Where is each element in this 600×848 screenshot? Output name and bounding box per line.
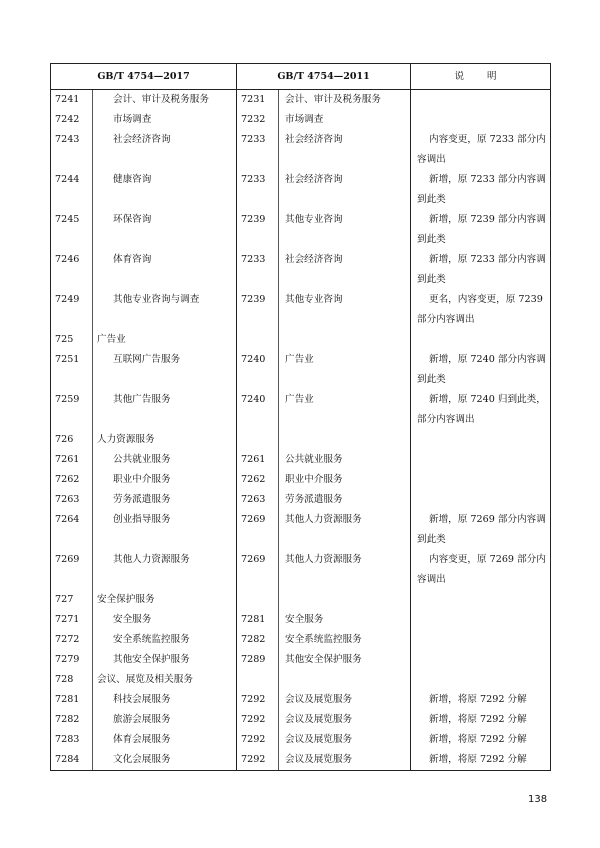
old-code-cell: 7292	[237, 750, 279, 771]
description-cell	[411, 110, 551, 130]
new-code-cell: 7242	[51, 110, 93, 130]
new-code-cell: 7243	[51, 130, 93, 170]
description-cell: 新增，原 7240 部分内容调到此类	[411, 350, 551, 390]
new-name-cell: 职业中介服务	[93, 470, 237, 490]
table-row	[51, 170, 551, 210]
old-name-cell	[279, 330, 411, 350]
table-row	[51, 510, 551, 550]
description-cell: 新增，原 7233 部分内容调到此类	[411, 170, 551, 210]
new-name-cell: 互联网广告服务	[93, 350, 237, 390]
new-name-cell: 其他安全保护服务	[93, 650, 237, 670]
table-row	[51, 450, 551, 470]
old-code-cell: 7233	[237, 170, 279, 210]
new-name-cell: 广告业	[93, 330, 237, 350]
table-row	[51, 590, 551, 610]
description-cell: 新增，原 7240 归到此类，部分内容调出	[411, 390, 551, 430]
new-code-cell: 725	[51, 330, 93, 350]
table-row	[51, 710, 551, 730]
new-name-cell: 旅游会展服务	[93, 710, 237, 730]
old-code-cell: 7292	[237, 690, 279, 710]
table-row	[51, 690, 551, 710]
old-code-cell: 7240	[237, 390, 279, 430]
new-code-cell: 727	[51, 590, 93, 610]
old-code-cell	[237, 330, 279, 350]
new-code-cell: 7241	[51, 90, 93, 111]
old-code-cell: 7281	[237, 610, 279, 630]
new-name-cell: 科技会展服务	[93, 690, 237, 710]
old-name-cell: 其他人力资源服务	[279, 550, 411, 590]
old-name-cell: 会议及展览服务	[279, 710, 411, 730]
table-body	[51, 90, 551, 771]
old-name-cell: 劳务派遣服务	[279, 490, 411, 510]
old-code-cell: 7239	[237, 210, 279, 250]
old-name-cell: 会议及展览服务	[279, 690, 411, 710]
description-cell	[411, 470, 551, 490]
description-cell: 内容变更，原 7233 部分内容调出	[411, 130, 551, 170]
table-header-row	[51, 64, 551, 90]
old-code-cell: 7269	[237, 510, 279, 550]
table-row	[51, 130, 551, 170]
new-name-cell: 安全保护服务	[93, 590, 237, 610]
new-name-cell: 其他专业咨询与调查	[93, 290, 237, 330]
table-row	[51, 250, 551, 290]
description-cell: 新增，将原 7292 分解	[411, 730, 551, 750]
table-row	[51, 490, 551, 510]
description-cell	[411, 650, 551, 670]
description-cell: 内容变更，原 7269 部分内容调出	[411, 550, 551, 590]
new-code-cell: 7259	[51, 390, 93, 430]
old-code-cell: 7261	[237, 450, 279, 470]
table-row	[51, 630, 551, 650]
old-name-cell: 其他专业咨询	[279, 210, 411, 250]
table-row	[51, 390, 551, 430]
table-row	[51, 730, 551, 750]
new-code-cell: 7261	[51, 450, 93, 470]
description-cell	[411, 490, 551, 510]
table-row	[51, 350, 551, 390]
table-row	[51, 750, 551, 771]
new-code-cell: 7262	[51, 470, 93, 490]
description-cell: 新增，原 7269 部分内容调到此类	[411, 510, 551, 550]
old-code-cell: 7289	[237, 650, 279, 670]
old-name-cell: 安全系统监控服务	[279, 630, 411, 650]
old-name-cell: 其他人力资源服务	[279, 510, 411, 550]
new-code-cell: 7246	[51, 250, 93, 290]
old-code-cell	[237, 430, 279, 450]
old-name-cell: 社会经济咨询	[279, 170, 411, 210]
new-code-cell: 7282	[51, 710, 93, 730]
new-code-cell: 7279	[51, 650, 93, 670]
old-name-cell: 会议及展览服务	[279, 730, 411, 750]
old-code-cell: 7269	[237, 550, 279, 590]
old-code-cell	[237, 590, 279, 610]
old-code-cell	[237, 670, 279, 690]
new-name-cell: 会议、展览及相关服务	[93, 670, 237, 690]
header-gbt-2017: GB/T 4754—2017	[51, 64, 237, 90]
new-name-cell: 其他人力资源服务	[93, 550, 237, 590]
new-code-cell: 7264	[51, 510, 93, 550]
new-name-cell: 其他广告服务	[93, 390, 237, 430]
description-cell: 新增，将原 7292 分解	[411, 750, 551, 771]
old-code-cell: 7231	[237, 90, 279, 111]
classification-table-wrapper	[50, 63, 550, 771]
new-code-cell: 7249	[51, 290, 93, 330]
old-name-cell: 会计、审计及税务服务	[279, 90, 411, 111]
description-cell	[411, 590, 551, 610]
new-name-cell: 会计、审计及税务服务	[93, 90, 237, 111]
page-number: 138	[528, 794, 548, 805]
header-gbt-2011: GB/T 4754—2011	[237, 64, 411, 90]
header-description: 说 明	[411, 64, 551, 90]
new-code-cell: 726	[51, 430, 93, 450]
new-name-cell: 公共就业服务	[93, 450, 237, 470]
new-name-cell: 文化会展服务	[93, 750, 237, 771]
old-name-cell: 广告业	[279, 390, 411, 430]
table-row	[51, 650, 551, 670]
description-cell	[411, 90, 551, 111]
new-name-cell: 体育咨询	[93, 250, 237, 290]
old-name-cell: 市场调查	[279, 110, 411, 130]
new-code-cell: 7263	[51, 490, 93, 510]
old-name-cell: 职业中介服务	[279, 470, 411, 490]
new-name-cell: 环保咨询	[93, 210, 237, 250]
new-name-cell: 市场调查	[93, 110, 237, 130]
old-code-cell: 7233	[237, 250, 279, 290]
new-name-cell: 人力资源服务	[93, 430, 237, 450]
old-name-cell: 其他专业咨询	[279, 290, 411, 330]
description-cell	[411, 330, 551, 350]
old-code-cell: 7240	[237, 350, 279, 390]
description-cell: 新增，将原 7292 分解	[411, 690, 551, 710]
table-row	[51, 610, 551, 630]
new-code-cell: 7251	[51, 350, 93, 390]
old-code-cell: 7232	[237, 110, 279, 130]
table-row	[51, 290, 551, 330]
old-name-cell	[279, 430, 411, 450]
new-code-cell: 7271	[51, 610, 93, 630]
description-cell	[411, 450, 551, 470]
description-cell: 新增，将原 7292 分解	[411, 710, 551, 730]
new-name-cell: 劳务派遣服务	[93, 490, 237, 510]
description-cell	[411, 670, 551, 690]
old-name-cell: 广告业	[279, 350, 411, 390]
description-cell: 新增，原 7233 部分内容调到此类	[411, 250, 551, 290]
new-name-cell: 创业指导服务	[93, 510, 237, 550]
table-row	[51, 430, 551, 450]
old-name-cell: 会议及展览服务	[279, 750, 411, 771]
description-cell	[411, 610, 551, 630]
description-cell	[411, 630, 551, 650]
new-name-cell: 体育会展服务	[93, 730, 237, 750]
classification-comparison-table	[50, 63, 551, 771]
description-cell: 更名，内容变更，原 7239 部分内容调出	[411, 290, 551, 330]
old-code-cell: 7263	[237, 490, 279, 510]
old-code-cell: 7262	[237, 470, 279, 490]
old-code-cell: 7239	[237, 290, 279, 330]
table-row	[51, 110, 551, 130]
new-name-cell: 安全服务	[93, 610, 237, 630]
table-row	[51, 90, 551, 111]
new-code-cell: 7284	[51, 750, 93, 771]
new-name-cell: 安全系统监控服务	[93, 630, 237, 650]
new-name-cell: 社会经济咨询	[93, 130, 237, 170]
old-name-cell: 其他安全保护服务	[279, 650, 411, 670]
new-code-cell: 7272	[51, 630, 93, 650]
table-row	[51, 210, 551, 250]
new-code-cell: 7245	[51, 210, 93, 250]
description-cell: 新增，原 7239 部分内容调到此类	[411, 210, 551, 250]
old-code-cell: 7292	[237, 710, 279, 730]
old-name-cell: 社会经济咨询	[279, 130, 411, 170]
new-code-cell: 7283	[51, 730, 93, 750]
old-name-cell: 公共就业服务	[279, 450, 411, 470]
table-row	[51, 330, 551, 350]
table-row	[51, 550, 551, 590]
new-code-cell: 7244	[51, 170, 93, 210]
old-name-cell: 安全服务	[279, 610, 411, 630]
table-row	[51, 470, 551, 490]
new-code-cell: 7269	[51, 550, 93, 590]
old-name-cell	[279, 590, 411, 610]
description-cell	[411, 430, 551, 450]
new-name-cell: 健康咨询	[93, 170, 237, 210]
table-row	[51, 670, 551, 690]
old-code-cell: 7233	[237, 130, 279, 170]
new-code-cell: 7281	[51, 690, 93, 710]
old-code-cell: 7282	[237, 630, 279, 650]
old-name-cell: 社会经济咨询	[279, 250, 411, 290]
new-code-cell: 728	[51, 670, 93, 690]
old-name-cell	[279, 670, 411, 690]
old-code-cell: 7292	[237, 730, 279, 750]
